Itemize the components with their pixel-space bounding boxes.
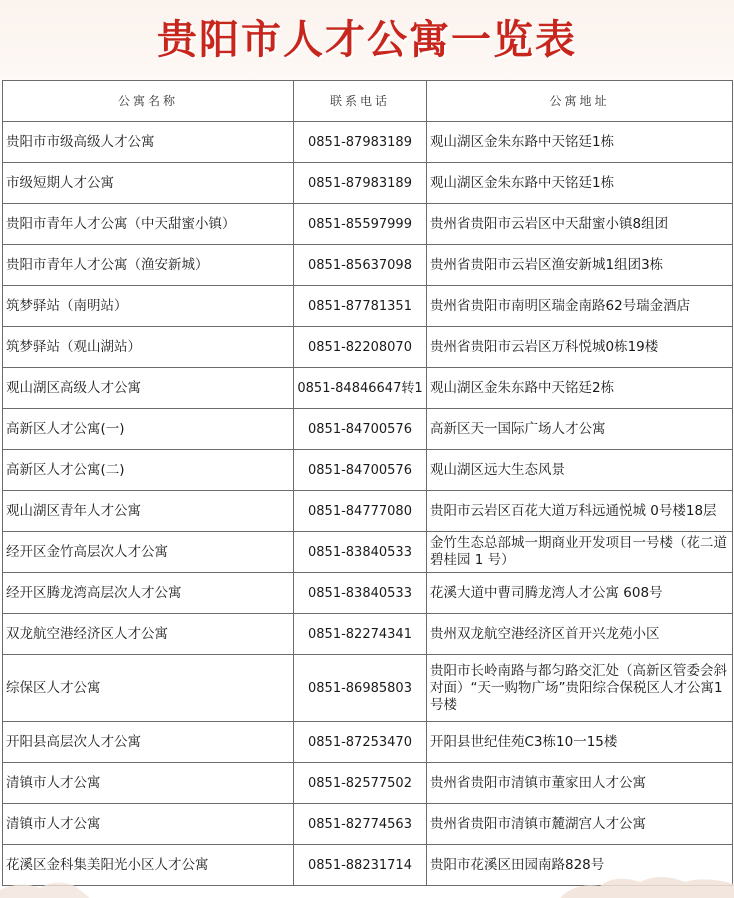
apartment-phone: 0851-87253470 — [294, 722, 427, 763]
apartment-address: 观山湖区金朱东路中天铭廷1栋 — [427, 163, 733, 204]
apartment-name: 观山湖区青年人才公寓 — [3, 491, 294, 532]
apartment-name: 经开区腾龙湾高层次人才公寓 — [3, 573, 294, 614]
apartment-phone: 0851-82208070 — [294, 327, 427, 368]
table-row — [3, 409, 733, 450]
apartment-phone: 0851-87983189 — [294, 122, 427, 163]
table-row — [3, 491, 733, 532]
apartment-address: 贵州省贵阳市清镇市董家田人才公寓 — [427, 763, 733, 804]
apartment-phone: 0851-84846647转1 — [294, 368, 427, 409]
apartment-name: 高新区人才公寓(二) — [3, 450, 294, 491]
apartment-address: 观山湖区金朱东路中天铭廷2栋 — [427, 368, 733, 409]
apartment-address: 贵州省贵阳市清镇市麓湖宫人才公寓 — [427, 804, 733, 845]
table-row — [3, 286, 733, 327]
apartment-phone: 0851-83840533 — [294, 532, 427, 573]
apartment-address: 观山湖区金朱东路中天铭廷1栋 — [427, 122, 733, 163]
page-title: 贵阳市人才公寓一览表 — [157, 16, 577, 63]
apartment-phone: 0851-82774563 — [294, 804, 427, 845]
table-row — [3, 122, 733, 163]
apartment-phone: 0851-83840533 — [294, 573, 427, 614]
apartment-name: 花溪区金科集美阳光小区人才公寓 — [3, 845, 294, 886]
apartment-address: 高新区天一国际广场人才公寓 — [427, 409, 733, 450]
apartment-phone: 0851-87781351 — [294, 286, 427, 327]
table-row — [3, 763, 733, 804]
apartment-phone: 0851-84777080 — [294, 491, 427, 532]
apartment-address: 贵州省贵阳市南明区瑞金南路62号瑞金酒店 — [427, 286, 733, 327]
apartment-table — [2, 80, 733, 886]
apartment-name: 双龙航空港经济区人才公寓 — [3, 614, 294, 655]
apartment-phone: 0851-87983189 — [294, 163, 427, 204]
apartment-name: 贵阳市市级高级人才公寓 — [3, 122, 294, 163]
apartment-name: 综保区人才公寓 — [3, 655, 294, 722]
apartment-name: 筑梦驿站（观山湖站） — [3, 327, 294, 368]
table-row — [3, 845, 733, 886]
apartment-address: 贵阳市云岩区百花大道万科远通悦城 0号楼18层 — [427, 491, 733, 532]
apartment-address: 贵阳市长岭南路与都匀路交汇处（高新区管委会斜对面）“天一购物广场”贵阳综合保税区人才公寓1号楼 — [427, 655, 733, 722]
table-row — [3, 655, 733, 722]
apartment-address: 贵州双龙航空港经济区首开兴龙苑小区 — [427, 614, 733, 655]
apartment-phone: 0851-85597999 — [294, 204, 427, 245]
apartment-phone: 0851-86985803 — [294, 655, 427, 722]
table-row — [3, 614, 733, 655]
apartment-address: 开阳县世纪佳苑C3栋10一15楼 — [427, 722, 733, 763]
apartment-phone: 0851-84700576 — [294, 409, 427, 450]
apartment-name: 开阳县高层次人才公寓 — [3, 722, 294, 763]
apartment-table-container — [2, 80, 732, 898]
apartment-address: 贵州省贵阳市云岩区万科悦城0栋19楼 — [427, 327, 733, 368]
apartment-name: 观山湖区高级人才公寓 — [3, 368, 294, 409]
table-row — [3, 368, 733, 409]
apartment-phone: 0851-82274341 — [294, 614, 427, 655]
table-row — [3, 722, 733, 763]
apartment-phone: 0851-85637098 — [294, 245, 427, 286]
column-header-address: 公寓地址 — [427, 81, 733, 122]
table-row — [3, 163, 733, 204]
apartment-address: 花溪大道中曹司腾龙湾人才公寓 608号 — [427, 573, 733, 614]
apartment-phone: 0851-88231714 — [294, 845, 427, 886]
apartment-name: 清镇市人才公寓 — [3, 763, 294, 804]
column-header-name: 公寓名称 — [3, 81, 294, 122]
table-row — [3, 532, 733, 573]
apartment-name: 高新区人才公寓(一) — [3, 409, 294, 450]
table-row — [3, 450, 733, 491]
apartment-name: 筑梦驿站（南明站） — [3, 286, 294, 327]
column-header-phone: 联系电话 — [294, 81, 427, 122]
table-row — [3, 573, 733, 614]
apartment-name: 市级短期人才公寓 — [3, 163, 294, 204]
apartment-name: 贵阳市青年人才公寓（中天甜蜜小镇） — [3, 204, 294, 245]
apartment-phone: 0851-84700576 — [294, 450, 427, 491]
table-row — [3, 204, 733, 245]
apartment-address: 观山湖区远大生态风景 — [427, 450, 733, 491]
apartment-name: 清镇市人才公寓 — [3, 804, 294, 845]
apartment-phone: 0851-82577502 — [294, 763, 427, 804]
table-row — [3, 804, 733, 845]
apartment-address: 金竹生态总部城一期商业开发项目一号楼（花二道 碧桂园 1 号） — [427, 532, 733, 573]
table-row — [3, 245, 733, 286]
table-row — [3, 327, 733, 368]
apartment-address: 贵州省贵阳市云岩区中天甜蜜小镇8组团 — [427, 204, 733, 245]
apartment-name: 贵阳市青年人才公寓（渔安新城） — [3, 245, 294, 286]
apartment-address: 贵阳市花溪区田园南路828号 — [427, 845, 733, 886]
apartment-address: 贵州省贵阳市云岩区渔安新城1组团3栋 — [427, 245, 733, 286]
apartment-name: 经开区金竹高层次人才公寓 — [3, 532, 294, 573]
table-header-row — [3, 81, 733, 122]
